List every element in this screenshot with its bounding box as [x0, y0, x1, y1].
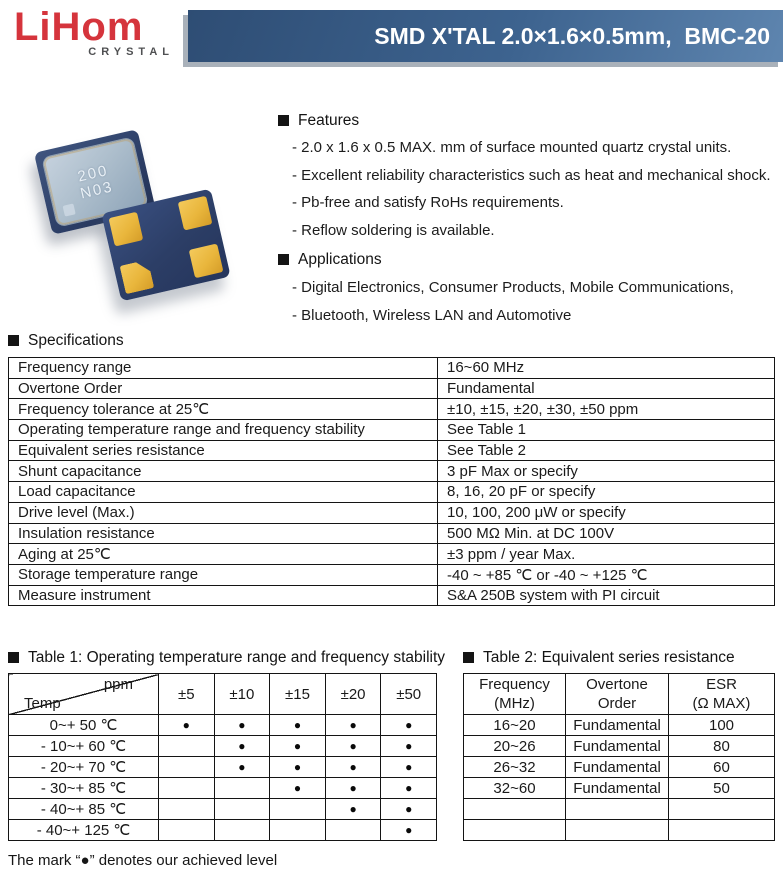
esr-table: [463, 673, 775, 841]
brand-subtitle: CRYSTAL: [88, 46, 174, 58]
esr-value: 100: [669, 715, 775, 736]
temp-range: - 40~+ 125 ℃: [9, 820, 159, 841]
square-bullet-icon: [8, 335, 19, 346]
features-list: [292, 134, 782, 244]
table-row: [9, 778, 437, 799]
features-heading-label: Features: [298, 112, 360, 129]
diagonal-header-cell: [9, 674, 159, 715]
spec-label: Storage temperature range: [9, 564, 438, 585]
achieved-mark: ●: [270, 778, 326, 799]
header-line: ESR: [706, 676, 737, 693]
achieved-mark: [159, 778, 215, 799]
achieved-mark: [270, 820, 326, 841]
table-row: [9, 440, 775, 461]
spec-label: Aging at 25℃: [9, 544, 438, 565]
spec-value: 3 pF Max or specify: [438, 461, 775, 482]
spec-value: S&A 250B system with PI circuit: [438, 585, 775, 606]
achieved-mark: ●: [381, 799, 437, 820]
spec-label: Drive level (Max.): [9, 502, 438, 523]
table-row: [464, 799, 775, 820]
overtone-order: Fundamental: [566, 715, 669, 736]
spec-label: Frequency range: [9, 358, 438, 379]
header-line: Overtone: [586, 676, 648, 693]
solder-pad: [109, 212, 144, 247]
list-item: - Bluetooth, Wireless LAN and Automotive: [292, 306, 572, 324]
achieved-mark: ●: [270, 736, 326, 757]
table-row: [464, 715, 775, 736]
achieved-mark: [159, 820, 215, 841]
square-bullet-icon: [278, 115, 289, 126]
achieved-mark: ●: [381, 736, 437, 757]
achieved-mark: ●: [325, 778, 381, 799]
frequency-range: 20~26: [464, 736, 566, 757]
esr-value: 60: [669, 757, 775, 778]
crystal-marking-line1: 200: [76, 161, 111, 186]
achieved-mark: [159, 757, 215, 778]
spec-value: -40 ~ +85 ℃ or -40 ~ +125 ℃: [438, 564, 775, 585]
square-bullet-icon: [463, 652, 474, 663]
table-row: [9, 757, 437, 778]
table-row: [9, 736, 437, 757]
crystal-index-mark: [63, 203, 76, 216]
list-item: - 2.0 x 1.6 x 0.5 MAX. mm of surface mounted quartz crystal units.: [292, 139, 732, 156]
achieved-mark: ●: [381, 757, 437, 778]
table-row: [9, 358, 775, 379]
table-row: [464, 820, 775, 841]
overtone-order: [566, 820, 669, 841]
table1-heading: [8, 649, 445, 667]
achieved-mark: ●: [214, 715, 270, 736]
table-row: [9, 715, 437, 736]
achieved-mark: [214, 799, 270, 820]
column-header: [669, 674, 775, 715]
table-row: [9, 482, 775, 503]
table-row: [9, 461, 775, 482]
table-row: [9, 585, 775, 606]
spec-value: 10, 100, 200 μW or specify: [438, 502, 775, 523]
column-header: [566, 674, 669, 715]
spec-label: Insulation resistance: [9, 523, 438, 544]
table1-heading-label: Table 1: Operating temperature range and frequency stability: [28, 649, 446, 666]
applications-heading: [278, 251, 382, 269]
spec-value: ±10, ±15, ±20, ±30, ±50 ppm: [438, 399, 775, 420]
table-row: [9, 399, 775, 420]
table2-wrap: [463, 673, 775, 841]
features-heading: [278, 112, 359, 130]
temp-range: - 20~+ 70 ℃: [9, 757, 159, 778]
specifications-table: [8, 357, 775, 606]
spec-label: Measure instrument: [9, 585, 438, 606]
header-line: (MHz): [494, 695, 535, 712]
solder-pad: [189, 243, 224, 278]
column-header: ±10: [214, 674, 270, 715]
spec-label: Frequency tolerance at 25℃: [9, 399, 438, 420]
table2-heading-label: Table 2: Equivalent series resistance: [483, 649, 735, 666]
achieved-mark: [270, 799, 326, 820]
esr-value: 80: [669, 736, 775, 757]
spec-label: Load capacitance: [9, 482, 438, 503]
frequency-range: 16~20: [464, 715, 566, 736]
esr-value: [669, 799, 775, 820]
spec-label: Shunt capacitance: [9, 461, 438, 482]
ppm-axis-label: ppm: [103, 676, 133, 693]
achieved-mark: [214, 778, 270, 799]
temp-range: - 30~+ 85 ℃: [9, 778, 159, 799]
esr-value: 50: [669, 778, 775, 799]
frequency-range: [464, 799, 566, 820]
achieved-mark: ●: [381, 820, 437, 841]
spec-label: Operating temperature range and frequency stability: [9, 420, 438, 441]
table-row: [9, 544, 775, 565]
temp-axis-label: Temp: [24, 695, 61, 712]
achieved-mark: ●: [325, 799, 381, 820]
table-row: [9, 378, 775, 399]
list-item: - Pb-free and satisfy RoHs requirements.: [292, 194, 564, 211]
solder-pad: [178, 196, 213, 231]
solder-pad-index: [120, 259, 155, 294]
table-row: [9, 799, 437, 820]
header-line: Order: [597, 695, 637, 712]
achieved-mark: ●: [214, 736, 270, 757]
table2-heading: [463, 649, 735, 667]
achieved-mark: ●: [159, 715, 215, 736]
frequency-range: [464, 820, 566, 841]
square-bullet-icon: [8, 652, 19, 663]
table-row: [9, 420, 775, 441]
table-header-row: [9, 674, 437, 715]
title-banner: [188, 10, 783, 62]
achieved-mark: ●: [270, 715, 326, 736]
spec-value: See Table 2: [438, 440, 775, 461]
product-photo: [34, 126, 259, 316]
temp-range: 0~+ 50 ℃: [9, 715, 159, 736]
column-header: ±50: [381, 674, 437, 715]
brand-logo: [14, 5, 174, 58]
brand-name: LiHom: [14, 5, 144, 49]
table-row: [9, 502, 775, 523]
achieved-mark: ●: [381, 778, 437, 799]
specifications-heading: [8, 332, 124, 350]
table-row: [464, 778, 775, 799]
spec-value: Fundamental: [438, 378, 775, 399]
square-bullet-icon: [278, 254, 289, 265]
spec-value: 8, 16, 20 pF or specify: [438, 482, 775, 503]
achieved-mark: ●: [325, 757, 381, 778]
page-title: SMD X'TAL 2.0×1.6×0.5mm, BMC-20: [374, 23, 770, 49]
achieved-mark: ●: [381, 715, 437, 736]
column-header: ±5: [159, 674, 215, 715]
table-row: [9, 820, 437, 841]
frequency-range: 26~32: [464, 757, 566, 778]
table-row: [464, 736, 775, 757]
spec-label: Equivalent series resistance: [9, 440, 438, 461]
specifications-table-wrap: [8, 357, 775, 606]
spec-value: ±3 ppm / year Max.: [438, 544, 775, 565]
achieved-mark: ●: [270, 757, 326, 778]
overtone-order: Fundamental: [566, 778, 669, 799]
overtone-order: Fundamental: [566, 736, 669, 757]
spec-value: 500 MΩ Min. at DC 100V: [438, 523, 775, 544]
column-header: ±20: [325, 674, 381, 715]
table-row: [9, 564, 775, 585]
header-line: (Ω MAX): [692, 695, 751, 712]
applications-heading-label: Applications: [298, 251, 382, 268]
temp-range: - 10~+ 60 ℃: [9, 736, 159, 757]
table1-wrap: [8, 673, 437, 841]
footnote: The mark “●” denotes our achieved level: [8, 852, 278, 869]
achieved-mark: ●: [325, 736, 381, 757]
spec-value: 16~60 MHz: [438, 358, 775, 379]
achieved-mark: [214, 820, 270, 841]
table-row: [464, 757, 775, 778]
list-item: - Digital Electronics, Consumer Products, Mobile Communications,: [292, 279, 734, 296]
column-header: ±15: [270, 674, 326, 715]
achieved-mark: ●: [214, 757, 270, 778]
spec-value: See Table 1: [438, 420, 775, 441]
spec-label: Overtone Order: [9, 378, 438, 399]
specifications-heading-label: Specifications: [28, 332, 124, 349]
crystal-marking-line2: N03: [78, 178, 116, 203]
esr-value: [669, 820, 775, 841]
table-row: [9, 523, 775, 544]
list-item: - Excellent reliability characteristics such as heat and mechanical shock.: [292, 166, 771, 184]
stability-table: [8, 673, 437, 841]
table-header-row: [464, 674, 775, 715]
achieved-mark: [325, 820, 381, 841]
achieved-mark: ●: [325, 715, 381, 736]
column-header: [464, 674, 566, 715]
list-item: - Reflow soldering is available.: [292, 221, 495, 239]
temp-range: - 40~+ 85 ℃: [9, 799, 159, 820]
achieved-mark: [159, 736, 215, 757]
header-line: Frequency: [479, 676, 550, 693]
overtone-order: [566, 799, 669, 820]
applications-list: [292, 274, 782, 329]
overtone-order: Fundamental: [566, 757, 669, 778]
achieved-mark: [159, 799, 215, 820]
frequency-range: 32~60: [464, 778, 566, 799]
